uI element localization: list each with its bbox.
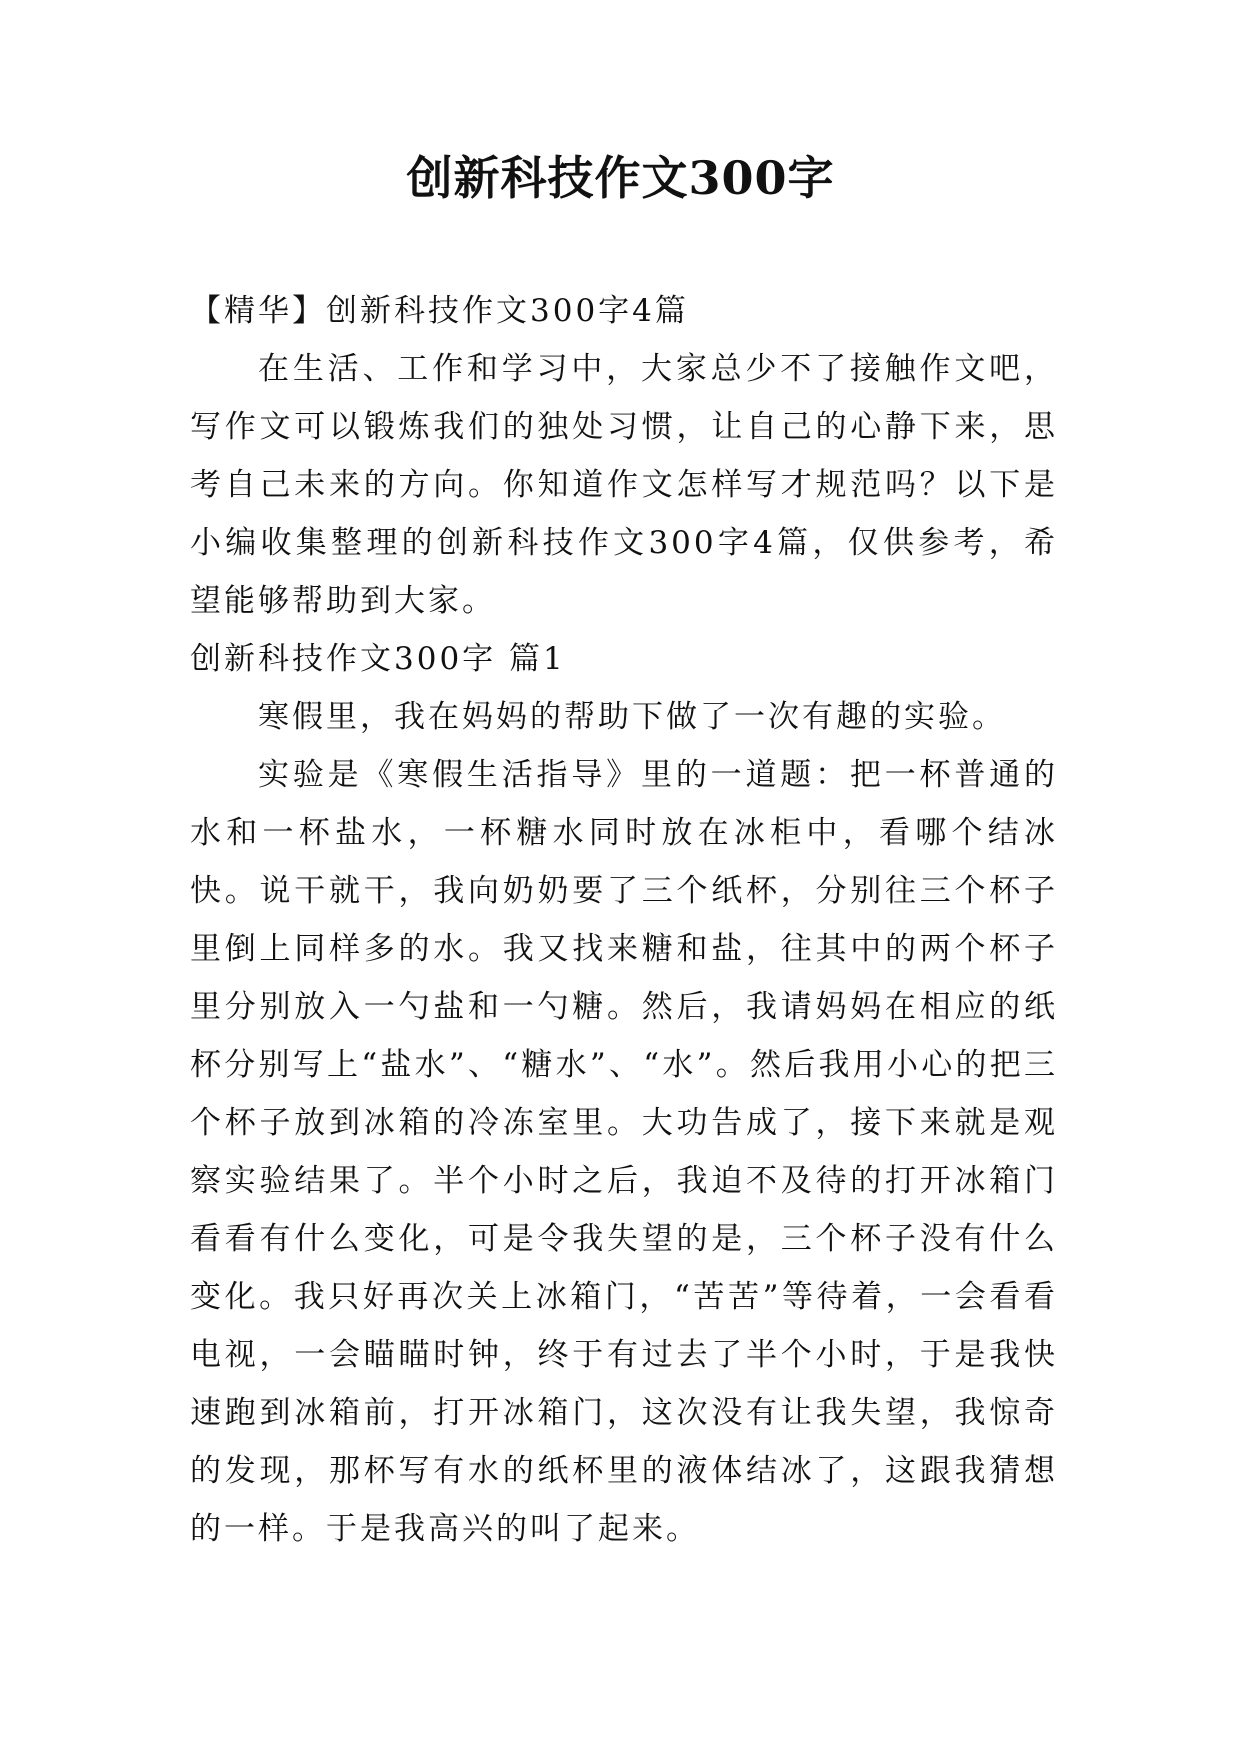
body-paragraph: 寒假里，我在妈妈的帮助下做了一次有趣的实验。 <box>258 699 1006 735</box>
intro-paragraph: 在生活、工作和学习中，大家总少不了接触作文吧，写作文可以锻炼我们的独处习惯，让自己的心静下来，思考自己未来的方向。你知道作文怎样写才规范吗？以下是小编收集整理的创新科技作文300字4篇，仅供参考，希望能够帮助到大家。 <box>190 351 1058 619</box>
section-heading: 创新科技作文300字 篇1 <box>190 641 566 677</box>
document-body <box>190 282 1058 1558</box>
article-heading: 【精华】创新科技作文300字4篇 <box>190 293 689 329</box>
document-title: 创新科技作文300字 <box>406 151 835 205</box>
body-paragraph: 实验是《寒假生活指导》里的一道题：把一杯普通的水和一杯盐水，一杯糖水同时放在冰柜中，看哪个结冰快。说干就干，我向奶奶要了三个纸杯，分别往三个杯子里倒上同样多的水。我又找来糖和盐，往其中的两个杯子里分别放入一勺盐和一勺糖。然后，我请妈妈在相应的纸杯分别写上“盐水”、“糖水”、“水”。然后我用小心的把三个杯子放到冰箱的冷冻室里。大功告成了，接下来就是观察实验结果了。半个小时之后，我迫不及待的打开冰箱门看看有什么变化，可是令我失望的是，三个杯子没有什么变化。我只好再次关上冰箱门，“苦苦”等待着，一会看看电视，一会瞄瞄时钟，终于有过去了半个小时，于是我快速跑到冰箱前，打开冰箱门，这次没有让我失望，我惊奇的发现，那杯写有水的纸杯里的液体结冰了，这跟我猜想的一样。于是我高兴的叫了起来。 <box>190 757 1058 1547</box>
